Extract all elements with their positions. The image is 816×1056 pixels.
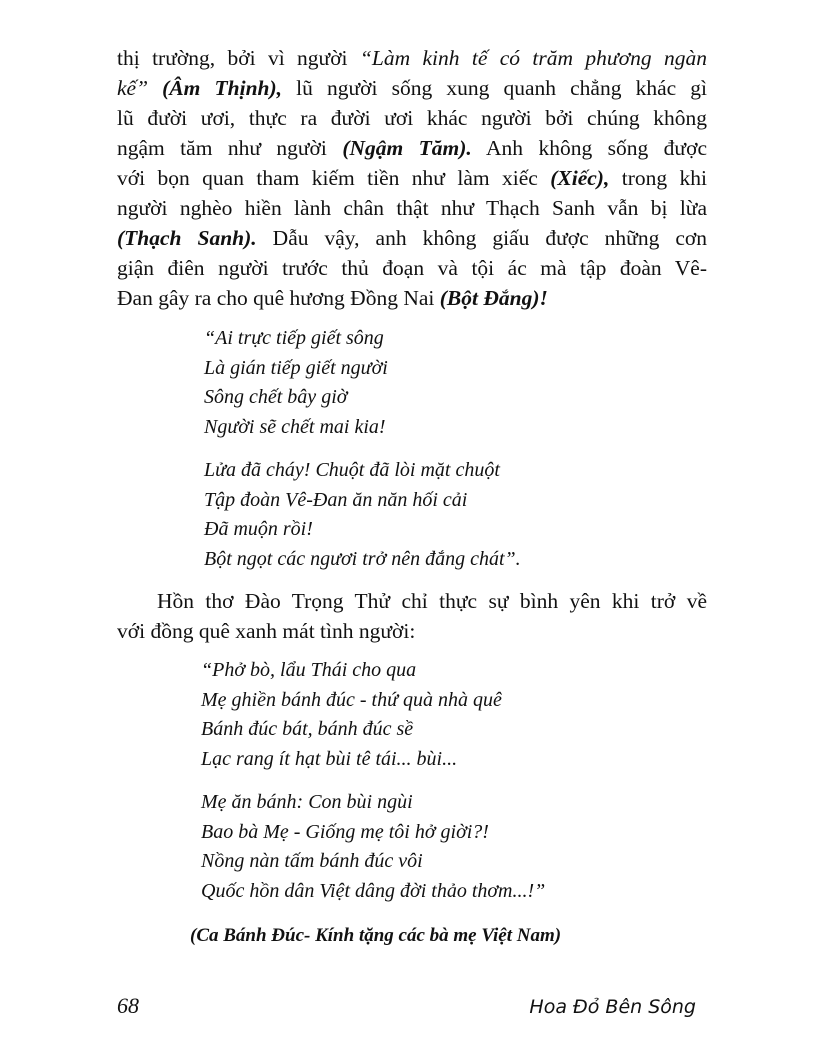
text-run: (Ngậm Tăm). xyxy=(342,136,472,160)
paragraph-line xyxy=(117,163,707,193)
text-run: với bọn quan tham kiếm tiền như làm xiếc xyxy=(117,166,551,190)
paragraph-line xyxy=(117,223,707,253)
paragraph-line: Hồn thơ Đào Trọng Thử chỉ thực sự bình yên khi trở về xyxy=(157,589,707,613)
paragraph-line xyxy=(117,283,707,313)
poem-line: “Ai trực tiếp giết sông xyxy=(204,327,384,349)
poem-line: Tập đoàn Vê-Đan ăn năn hối cải xyxy=(204,488,468,511)
poem-line: Là gián tiếp giết người xyxy=(204,356,388,379)
poem-line: Lửa đã cháy! Chuột đã lòi mặt chuột xyxy=(204,459,500,481)
poem-line: Lạc rang ít hạt bùi tê tái... bùi... xyxy=(201,747,458,770)
paragraph-line xyxy=(117,43,707,73)
text-run: (Bột Đắng)! xyxy=(439,286,548,310)
text-run: (Thạch Sanh). xyxy=(117,226,257,250)
text-run: giận điên người trước thủ đoạn và tội ác mà tập đoàn Vê- xyxy=(117,256,707,280)
text-run: trong khi xyxy=(609,166,707,190)
poem-line: Sông chết bây giờ xyxy=(204,386,348,408)
paragraph-line: với đồng quê xanh mát tình người: xyxy=(117,619,416,643)
poem-line: Mẹ ăn bánh: Con bùi ngùi xyxy=(201,791,413,813)
text-run xyxy=(148,76,162,100)
poem-line: Nồng nàn tấm bánh đúc vôi xyxy=(201,850,423,872)
poem-line: Người sẽ chết mai kia! xyxy=(204,415,386,438)
text-run: thị trường, bởi vì người xyxy=(117,46,360,70)
running-footer-title: Hoa Đỏ Bên Sông xyxy=(529,996,696,1018)
poem-line: Bao bà Mẹ - Giống mẹ tôi hở giời?! xyxy=(201,820,489,843)
paragraph-line xyxy=(117,103,707,133)
text-run: “Làm kinh tế có trăm phương ngàn xyxy=(359,46,707,70)
paragraph-line xyxy=(117,133,707,163)
text-run: lũ đười ươi, thực ra đười ươi khác người bởi chúng không xyxy=(117,106,707,130)
text-run: lũ người sống xung quanh chẳng khác gì xyxy=(282,76,707,100)
text-run: người nghèo hiền lành chân thật như Thạch Sanh vẫn bị lừa xyxy=(117,196,707,220)
poem-line: Bột ngọt các ngươi trở nên đắng chát”. xyxy=(204,547,521,570)
paragraph-line xyxy=(117,253,707,283)
poem-banh-duc xyxy=(201,656,545,906)
text-run: Đan gây ra cho quê hương Đồng Nai xyxy=(117,286,440,310)
text-run: Anh không sống được xyxy=(471,136,707,160)
page-number: 68 xyxy=(117,993,139,1018)
paragraph-line xyxy=(117,193,707,223)
poem-bot-dang xyxy=(204,324,521,574)
poem-line: Bánh đúc bát, bánh đúc sề xyxy=(201,718,414,740)
paragraph-transition xyxy=(117,586,707,646)
poem-line: Đã muộn rồi! xyxy=(204,518,313,540)
text-run: kế” xyxy=(117,76,149,100)
text-run: Dẫu vậy, anh không giấu được những cơn xyxy=(256,226,707,250)
poem-line: “Phở bò, lẩu Thái cho qua xyxy=(201,659,417,681)
poem-line: Quốc hồn dân Việt dâng đời thảo thơm...!” xyxy=(201,879,546,902)
poem-line: Mẹ ghiền bánh đúc - thứ quà nhà quê xyxy=(201,688,502,711)
poem-caption: (Ca Bánh Đúc- Kính tặng các bà mẹ Việt Nam) xyxy=(190,925,562,946)
paragraph-intro xyxy=(117,43,707,313)
text-run: (Xiếc), xyxy=(550,166,610,190)
text-run: (Âm Thịnh), xyxy=(162,76,283,100)
text-run: ngậm tăm như người xyxy=(117,136,343,160)
paragraph-line xyxy=(117,73,707,103)
